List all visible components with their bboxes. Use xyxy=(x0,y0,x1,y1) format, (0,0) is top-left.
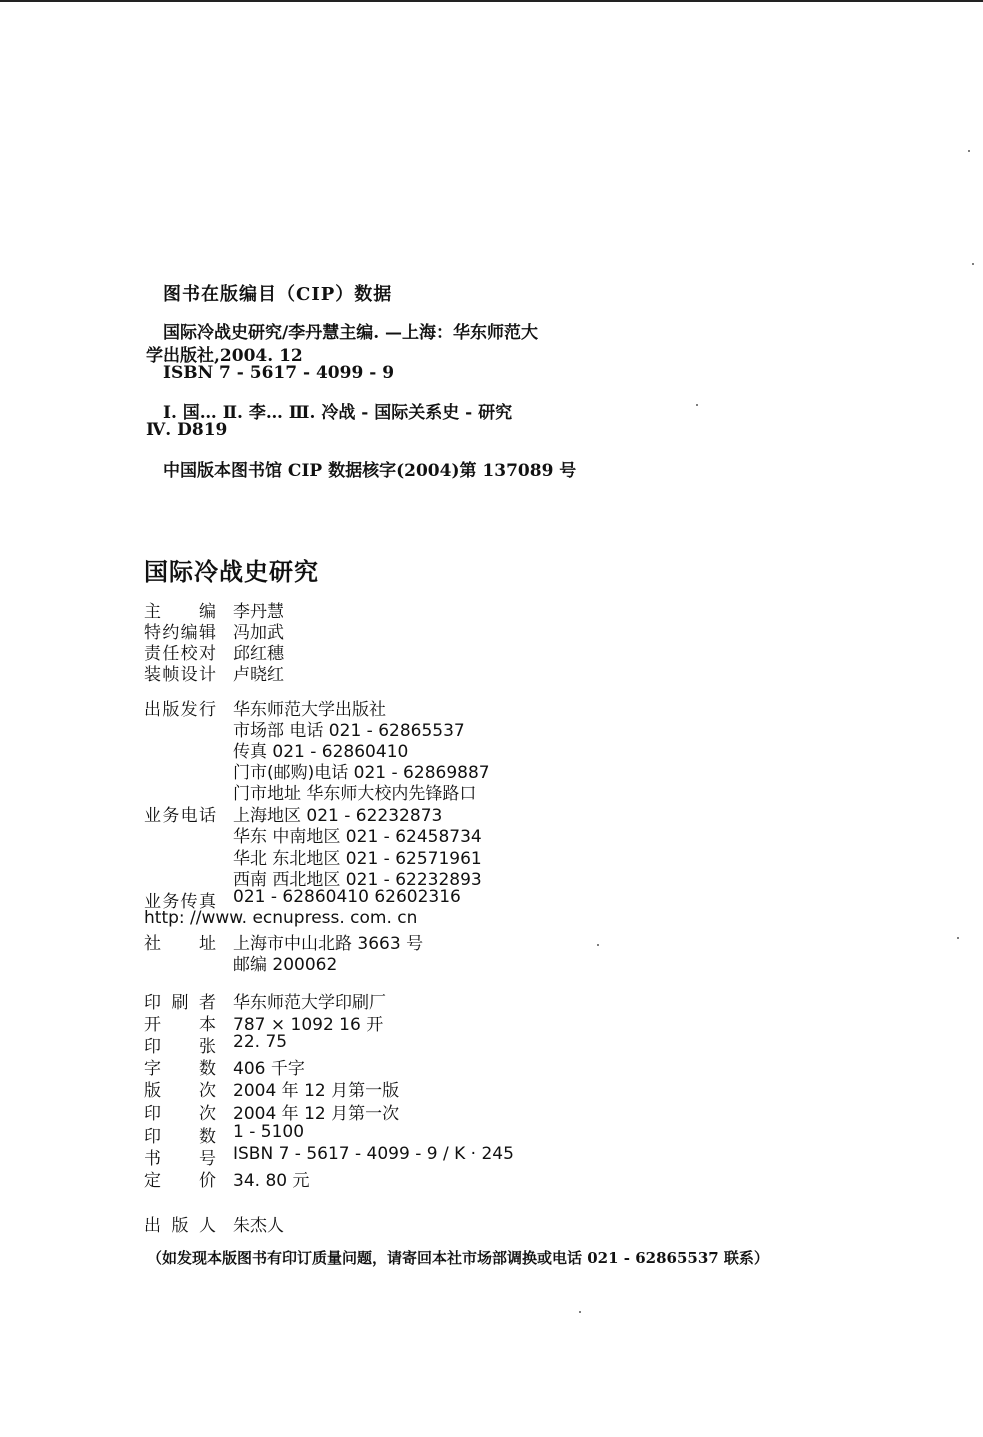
spec-row xyxy=(144,1076,400,1101)
spec-label: 印 次 xyxy=(144,1104,216,1124)
cip-line-1: 国际冷战史研究/李丹慧主编. —上海：华东师范大 xyxy=(163,323,539,343)
credit-row xyxy=(144,660,284,685)
credit-value: 卢晓红 xyxy=(233,665,284,685)
spec-label: 印 刷 者 xyxy=(144,993,216,1013)
address-value: 上海市中山北路 3663 号 xyxy=(233,934,424,954)
spec-value: ISBN 7 - 5617 - 4099 - 9 / K · 245 xyxy=(233,1144,514,1164)
publisher-person-label: 出 版 人 xyxy=(144,1216,216,1236)
credit-value: 冯加武 xyxy=(233,623,284,643)
spec-row xyxy=(144,1099,400,1124)
cip-heading: 图书在版编目（CIP）数据 xyxy=(163,284,393,305)
spec-value: 787 × 1092 16 开 xyxy=(233,1015,384,1035)
cip-classes: Ⅰ. 国… Ⅱ. 李… Ⅲ. 冷战 - 国际关系史 - 研究 xyxy=(163,403,513,423)
spec-label: 印 数 xyxy=(144,1127,216,1147)
spec-value: 22. 75 xyxy=(233,1032,288,1052)
spec-value: 34. 80 元 xyxy=(233,1171,310,1191)
scan-speck xyxy=(579,1311,581,1313)
business-fax-label: 业务传真 xyxy=(144,892,216,912)
spec-label: 开 本 xyxy=(144,1015,216,1035)
scan-speck xyxy=(972,263,974,265)
spec-label: 版 次 xyxy=(144,1081,216,1101)
scan-speck xyxy=(696,404,698,406)
publisher-person-row xyxy=(144,1211,284,1236)
spec-label: 书 号 xyxy=(144,1149,216,1169)
spec-value: 2004 年 12 月第一次 xyxy=(233,1104,400,1124)
spec-label: 定 价 xyxy=(144,1171,216,1191)
spec-row xyxy=(144,1166,310,1191)
spec-value: 1 - 5100 xyxy=(233,1122,305,1142)
website-url: http: //www. ecnupress. com. cn xyxy=(144,908,418,928)
scan-speck xyxy=(968,150,970,152)
address-row xyxy=(144,929,424,954)
publisher-person-value: 朱杰人 xyxy=(233,1216,284,1236)
cip-isbn: ISBN 7 - 5617 - 4099 - 9 xyxy=(163,363,395,383)
cip-class-4: Ⅳ. D819 xyxy=(146,420,228,440)
business-phone-label: 业务电话 xyxy=(144,806,216,826)
credit-label: 装帧设计 xyxy=(144,665,216,685)
scan-speck xyxy=(957,937,959,939)
business-phone-row xyxy=(144,801,443,826)
scan-speck xyxy=(597,944,599,946)
top-border-rule xyxy=(0,0,983,2)
cip-record: 中国版本图书馆 CIP 数据核字(2004)第 137089 号 xyxy=(163,461,577,481)
credit-value: 邱红穗 xyxy=(233,644,284,664)
credit-label: 主 编 xyxy=(144,602,216,622)
spec-value: 2004 年 12 月第一版 xyxy=(233,1081,400,1101)
cip-line-2: 学出版社,2004. 12 xyxy=(146,346,303,366)
business-fax-value: 021 - 62860410 62602316 xyxy=(233,887,461,907)
spec-label: 印 张 xyxy=(144,1037,216,1057)
publisher-row xyxy=(144,695,386,720)
business-phone-line: 上海地区 021 - 62232873 xyxy=(233,806,443,826)
publisher-name: 华东师范大学出版社 xyxy=(233,700,386,720)
credit-label: 责任校对 xyxy=(144,644,216,664)
book-title: 国际冷战史研究 xyxy=(144,557,319,586)
credit-label: 特约编辑 xyxy=(144,623,216,643)
spec-value: 华东师范大学印刷厂 xyxy=(233,993,386,1013)
address-label: 社 址 xyxy=(144,934,216,954)
spec-label: 字 数 xyxy=(144,1059,216,1079)
credit-value: 李丹慧 xyxy=(233,602,284,622)
spec-value: 406 千字 xyxy=(233,1059,305,1079)
quality-notice: （如发现本版图书有印订质量问题，请寄回本社市场部调换或电话 021 - 62865537 联系） xyxy=(147,1249,769,1267)
publisher-label: 出版发行 xyxy=(144,700,216,720)
